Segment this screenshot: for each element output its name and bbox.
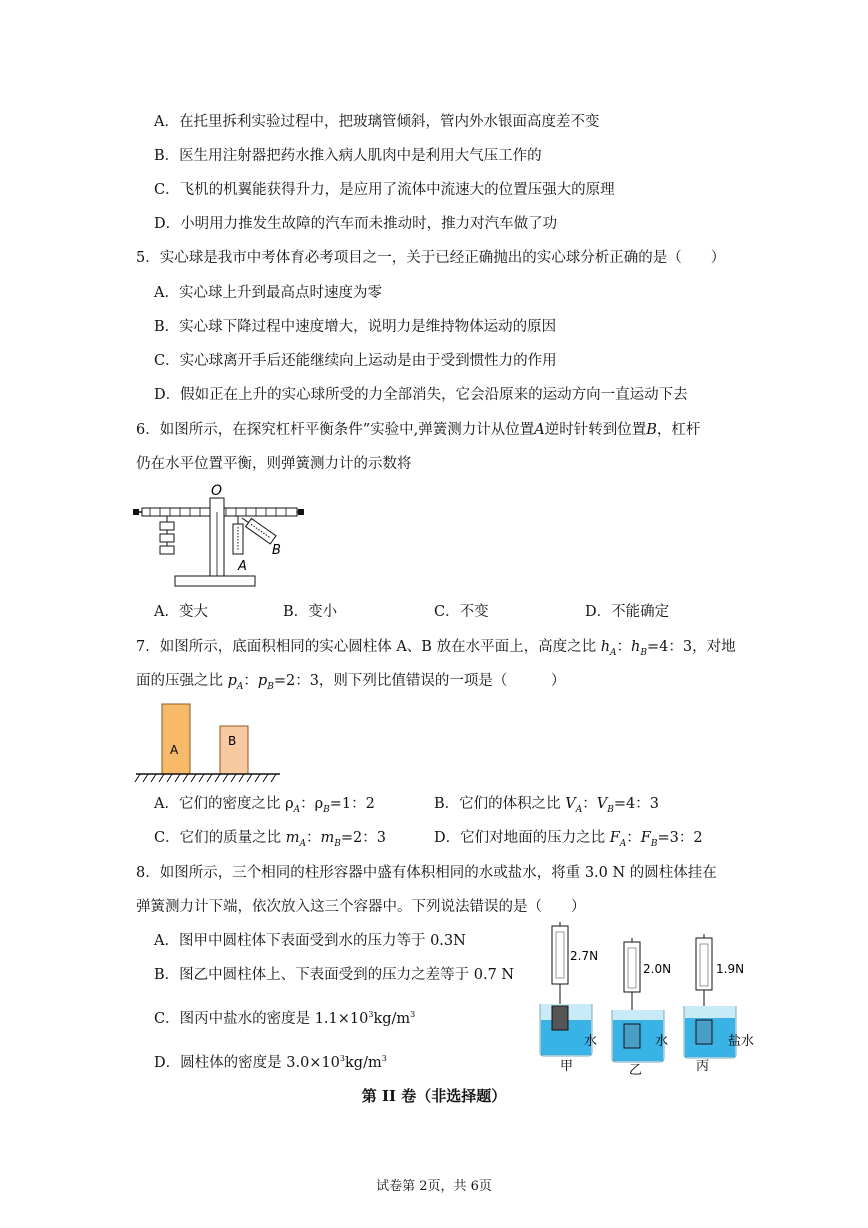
q4-option-a: A．在托里拆利实验过程中，把玻璃管倾斜，管内外水银面高度差不变 xyxy=(154,114,600,130)
q6-option-c: C．不变 xyxy=(434,604,489,620)
q5-stem: 5．实心球是我市中考体育必考项目之一，关于已经正确抛出的实心球分析正确的是（ ） xyxy=(136,250,726,266)
q5-option-a: A．实心球上升到最高点时速度为零 xyxy=(154,285,382,301)
q6-lever-figure xyxy=(130,482,310,592)
section-title: 第 II 卷（非选择题） xyxy=(361,1087,507,1105)
q7-option-c: C．它们的质量之比 $m_A$：$m_B=2$：3 xyxy=(154,830,386,849)
q8-reading-bing: 1.9N xyxy=(716,962,745,976)
q6-stem-line1: 6．如图所示，在探究杠杆平衡条件”实验中,弹簧测力计从位置A逆时针转到位置B，杠杆 xyxy=(136,422,701,438)
page-footer: 试卷第 2页，共 6页 xyxy=(376,1179,492,1194)
q4-option-d: D．小明用力推发生故障的汽车而未推动时，推力对汽车做了功 xyxy=(154,216,558,232)
q8-liquid-bing: 盐水 xyxy=(728,1034,755,1049)
q5-option-c: C．实心球离开手后还能继续向上运动是由于受到惯性力的作用 xyxy=(154,353,557,369)
q8-liquid-jia: 水 xyxy=(584,1034,598,1049)
q8-option-c: C．图丙中盐水的密度是 $1.1\times 10^3kg/m^3$ xyxy=(154,1010,416,1027)
q8-reading-yi: 2.0N xyxy=(643,962,672,976)
q7-stem-line1: 7．如图所示，底面积相同的实心圆柱体 A、B 放在水平面上，高度之比 $h_A$：$h_B=4$：3，对地 xyxy=(136,639,736,658)
q8-option-b: B．图乙中圆柱体上、下表面受到的压力之差等于 0.7 N xyxy=(154,967,515,983)
q7-fig-label-a: A xyxy=(170,743,179,757)
q8-name-bing: 丙 xyxy=(696,1059,710,1074)
q8-reading-jia: 2.7N xyxy=(570,949,599,963)
q8-option-a: A．图甲中圆柱体下表面受到水的压力等于 0.3N xyxy=(154,933,466,949)
q5-option-d: D．假如正在上升的实心球所受的力全部消失，它会沿原来的运动方向一直运动下去 xyxy=(154,387,688,403)
q7-option-d: D．它们对地面的压力之比 $F_A$：$F_B=3$：2 xyxy=(434,830,703,849)
q4-option-b: B．医生用注射器把药水推入病人肌肉中是利用大气压工作的 xyxy=(154,148,542,164)
q6-option-b: B．变小 xyxy=(283,604,338,620)
q8-stem-line2: 弹簧测力计下端，依次放入这三个容器中。下列说法错误的是（ ） xyxy=(136,899,586,915)
q4-option-c: C．飞机的机翼能获得升力，是应用了流体中流速大的位置压强大的原理 xyxy=(154,182,615,198)
q8-beakers-figure xyxy=(530,920,770,1078)
q8-option-d: D．圆柱体的密度是 $3.0\times 10^3kg/m^3$ xyxy=(154,1054,387,1071)
q6-fig-label-b: B xyxy=(272,543,281,558)
q7-option-a: A．它们的密度之比 $\rho_A$：$\rho_B=1$：2 xyxy=(154,796,375,815)
q6-fig-label-a: A xyxy=(238,559,247,574)
q8-name-jia: 甲 xyxy=(560,1059,574,1074)
q6-stem-line2: 仍在水平位置平衡，则弹簧测力计的示数将 xyxy=(136,456,412,472)
q7-fig-label-b: B xyxy=(228,734,237,748)
q7-stem-line2: 面的压强之比 $p_A$：$p_B=2$：3，则下列比值错误的一项是（ ） xyxy=(136,673,566,692)
q8-liquid-yi: 水 xyxy=(655,1034,669,1049)
q8-name-yi: 乙 xyxy=(629,1063,643,1078)
q6-option-a: A．变大 xyxy=(154,604,208,620)
q7-option-b: B．它们的体积之比 $V_A$：$V_B=4$：3 xyxy=(434,796,659,815)
q6-option-d: D．不能确定 xyxy=(585,604,670,620)
q5-option-b: B．实心球下降过程中速度增大，说明力是维持物体运动的原因 xyxy=(154,319,557,335)
q7-cylinders-figure xyxy=(134,700,282,786)
q6-fig-label-o: O xyxy=(211,483,223,499)
q8-stem-line1: 8．如图所示，三个相同的柱形容器中盛有体积相同的水或盐水，将重 3.0 N 的圆柱体挂在 xyxy=(136,865,717,881)
